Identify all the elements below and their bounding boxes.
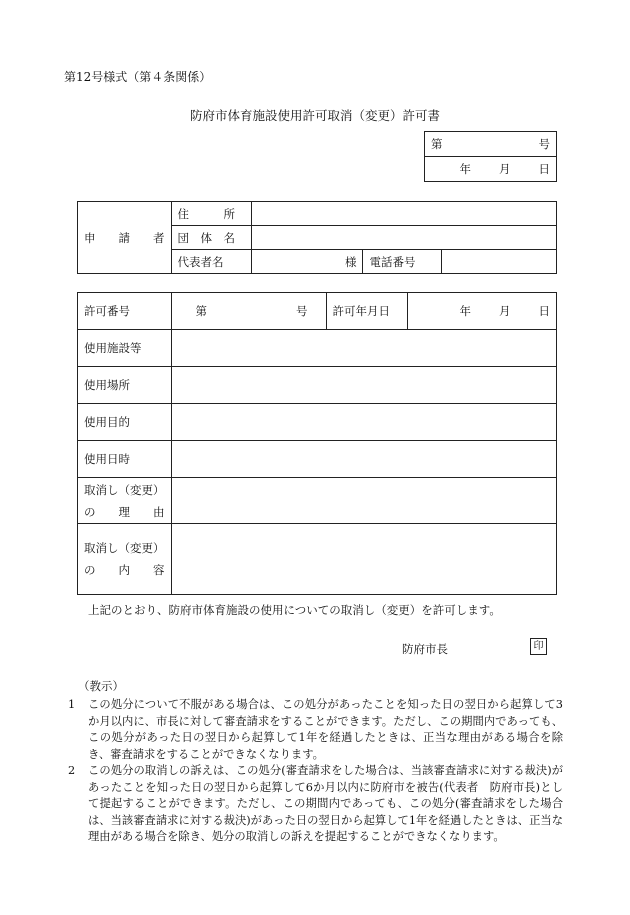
purpose-label: 使用目的	[78, 404, 172, 441]
date-day-label: 日	[538, 162, 550, 176]
mayor-label: 防府市長	[402, 642, 448, 656]
place-field[interactable]	[171, 367, 557, 404]
permit-year-label: 年	[459, 304, 471, 318]
form-number-label: 第12号様式（第４条関係）	[64, 70, 212, 84]
permit-day-label: 日	[538, 304, 550, 318]
permit-number-suffix: 号	[296, 304, 308, 318]
number-suffix: 号	[538, 137, 550, 151]
notes-title: （教示）	[78, 679, 124, 693]
representative-field[interactable]	[252, 250, 363, 274]
group-name-label: 団 体 名	[171, 226, 252, 250]
phone-field[interactable]	[442, 250, 557, 274]
purpose-field[interactable]	[171, 404, 557, 441]
permission-statement: 上記のとおり、防府市体育施設の使用についての取消し（変更）を許可します。	[88, 603, 501, 617]
note-number: 2	[68, 764, 76, 777]
reason-label	[78, 478, 172, 524]
content-label	[78, 524, 172, 595]
reason-field[interactable]	[171, 478, 557, 524]
document-title: 防府市体育施設使用許可取消（変更）許可書	[189, 108, 440, 123]
facility-field[interactable]	[171, 330, 557, 367]
representative-label: 代表者名	[171, 250, 252, 274]
datetime-field[interactable]	[171, 441, 557, 478]
datetime-label: 使用日時	[78, 441, 172, 478]
document-number-box	[424, 131, 557, 182]
note-text: この処分の取消しの訴えは、この処分(審査請求をした場合は、当該審査請求に対する裁決)があったことを知った日の翌日から起算して6か月以内に防府市を被告(代表者 防府市長)として提起することができます。ただし、この期間内であっても、この処分(審査請求をした場合は、当該審査請求に対する裁決)があった日の翌日から起算して1年を経過したときは、正当な理由がある場合を除き、処分の取消しの訴えを提起することができなくなります。	[88, 764, 563, 844]
permit-number-prefix: 第	[195, 304, 207, 318]
address-field[interactable]	[252, 202, 557, 226]
document-date-cell[interactable]	[425, 157, 557, 182]
applicant-heading: 申 請 者	[78, 202, 172, 274]
date-month-label: 月	[499, 162, 511, 176]
note-text: この処分について不服がある場合は、この処分があったことを知った日の翌日から起算して3か月以内に、市長に対して審査請求をすることができます。ただし、この期間内であっても、この処分があった日の翌日から起算して1年を経過したときは、正当な理由がある場合を除き、審査請求をすることができなくなります。	[88, 698, 563, 761]
note-item	[68, 763, 563, 846]
permit-month-label: 月	[499, 304, 511, 318]
content-label-line1: 取消し（変更）	[84, 541, 165, 555]
note-item	[68, 697, 563, 763]
number-prefix: 第	[431, 137, 443, 151]
permit-number-field[interactable]	[171, 293, 326, 330]
document-number-cell[interactable]	[425, 132, 557, 157]
seal-box: 印	[530, 638, 547, 655]
reason-label-line2: の 理 由	[84, 504, 165, 519]
reason-label-line1: 取消し（変更）	[84, 482, 165, 497]
content-label-line2: の 内 容	[84, 563, 165, 577]
permit-number-label: 許可番号	[78, 293, 172, 330]
group-name-field[interactable]	[252, 226, 557, 250]
permit-date-label: 許可年月日	[326, 293, 407, 330]
address-label: 住 所	[171, 202, 252, 226]
content-field[interactable]	[171, 524, 557, 595]
note-number: 1	[68, 698, 76, 711]
honorific-label: 様	[344, 254, 357, 269]
applicant-table	[77, 201, 557, 274]
permit-detail-table	[77, 292, 557, 595]
date-year-label: 年	[459, 162, 471, 176]
permit-date-field[interactable]	[407, 293, 557, 330]
phone-label: 電話番号	[363, 250, 442, 274]
place-label: 使用場所	[78, 367, 172, 404]
facility-label: 使用施設等	[78, 330, 172, 367]
